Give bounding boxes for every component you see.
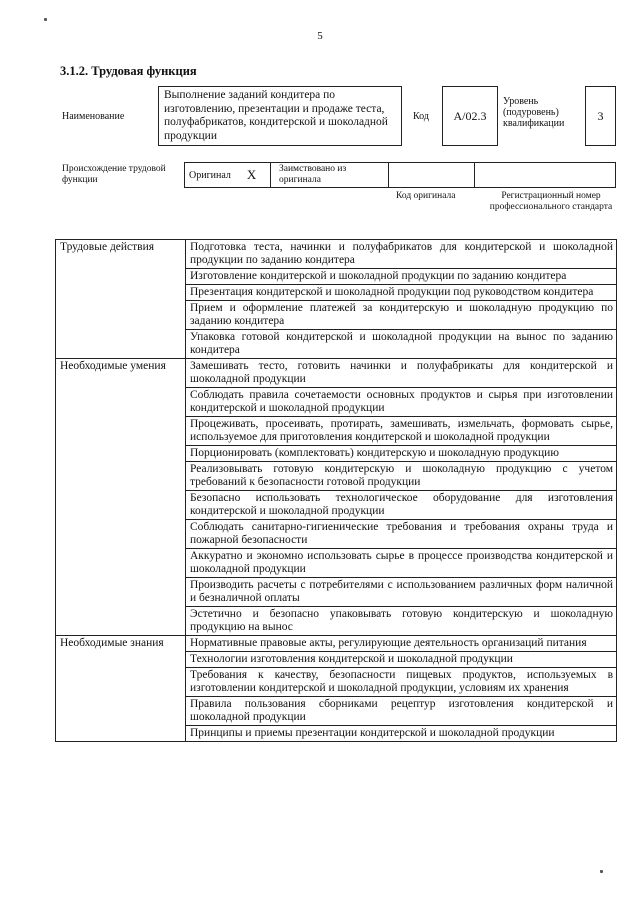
origin-row	[184, 162, 616, 188]
origin-label: Происхождение трудовой функции	[62, 164, 166, 185]
category-cell: Необходимые умения	[56, 359, 186, 636]
table-cell: Правила пользования сборниками рецептур изготовления кондитерской и шоколадной продукции	[186, 697, 617, 726]
table-row	[56, 636, 617, 652]
scan-speck	[600, 870, 603, 873]
table-cell: Презентация кондитерской и шоколадной продукции под руководством кондитера	[186, 285, 617, 301]
code-label: Код	[413, 111, 429, 122]
table-cell: Порционировать (комплектовать) кондитерскую и шоколадную продукцию	[186, 446, 617, 462]
level-value-box: 3	[585, 86, 616, 146]
reg-number-caption: Регистрационный номер профессионального стандарта	[489, 191, 613, 212]
name-label: Наименование	[62, 111, 125, 122]
table-cell: Безопасно использовать технологическое оборудование для изготовления кондитерской и шоколадной продукции	[186, 491, 617, 520]
scan-speck	[44, 18, 47, 21]
table-cell: Прием и оформление платежей за кондитерскую и шоколадную продукцию по заданию кондитера	[186, 301, 617, 330]
table-cell: Реализовывать готовую кондитерскую и шоколадную продукцию с учетом требований к безопасности готовой продукции	[186, 462, 617, 491]
table-cell: Соблюдать правила сочетаемости основных продуктов и сырья при изготовлении кондитерской и шоколадной продукции	[186, 388, 617, 417]
borrowed-label: Заимствовано из оригинала	[279, 164, 347, 185]
reg-number-cell	[475, 163, 615, 187]
table-row	[56, 359, 617, 388]
function-name-box: Выполнение заданий кондитера по изготовлению, презентации и продаже теста, полуфабрикатов, кондитерской и шоколадной продукции	[158, 86, 402, 146]
table-cell: Принципы и приемы презентации кондитерской и шоколадной продукции	[186, 726, 617, 742]
table-cell: Упаковка готовой кондитерской и шоколадной продукции на вынос по заданию кондитера	[186, 330, 617, 359]
borrowed-cell	[271, 163, 389, 187]
table-cell: Эстетично и безопасно упаковывать готовую кондитерскую и шоколадную продукцию на вынос	[186, 607, 617, 636]
level-label: Уровень (подуровень) квалификации	[503, 96, 565, 129]
table-cell: Соблюдать санитарно-гигиенические требования и требования охраны труда и пожарной безопасности	[186, 520, 617, 549]
original-cell	[185, 163, 271, 187]
original-label: Оригинал	[189, 169, 231, 181]
table-cell: Требования к качеству, безопасности пищевых продуктов, используемых в изготовлении кондитерской и шоколадной продукции, условиям их хранения	[186, 668, 617, 697]
requirements-table	[55, 239, 617, 742]
page-number: 5	[317, 30, 323, 42]
table-cell: Процеживать, просеивать, протирать, замешивать, измельчать, формовать сырье, используемое для приготовления кондитерской и шоколадной продукции	[186, 417, 617, 446]
table-cell: Замешивать тесто, готовить начинки и полуфабрикаты для кондитерской и шоколадной продукции	[186, 359, 617, 388]
original-mark: X	[246, 167, 257, 182]
table-cell: Нормативные правовые акты, регулирующие деятельность организаций питания	[186, 636, 617, 652]
table-cell: Изготовление кондитерской и шоколадной продукции по заданию кондитера	[186, 269, 617, 285]
code-original-caption: Код оригинала	[396, 191, 456, 201]
table-cell: Производить расчеты с потребителями с использованием различных форм наличной и безналичной оплаты	[186, 578, 617, 607]
category-cell: Необходимые знания	[56, 636, 186, 742]
section-title: 3.1.2. Трудовая функция	[60, 64, 197, 78]
table-cell: Аккуратно и экономно использовать сырье в процессе производства кондитерской и шоколадной продукции	[186, 549, 617, 578]
code-value-box: А/02.3	[442, 86, 498, 146]
table-row	[56, 240, 617, 269]
code-original-cell	[389, 163, 475, 187]
table-cell: Подготовка теста, начинки и полуфабрикатов для кондитерской и шоколадной продукции по заданию кондитера	[186, 240, 617, 269]
category-cell: Трудовые действия	[56, 240, 186, 359]
table-cell: Технологии изготовления кондитерской и шоколадной продукции	[186, 652, 617, 668]
